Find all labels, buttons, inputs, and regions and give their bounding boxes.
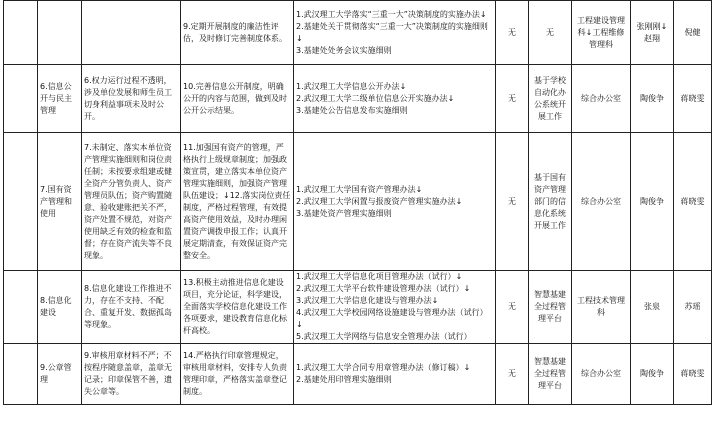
responsible-person-cell: 蒋晓雯	[674, 65, 712, 133]
column-5-cell: 无	[496, 271, 529, 344]
table-body	[4, 1, 712, 405]
information-system-cell: 无	[529, 1, 572, 65]
risk-point-cell: 8.信息化建设工作推进不力，存在不支持、不配合、重复开发、数据孤岛等现象。	[82, 271, 181, 344]
table-row	[4, 65, 712, 133]
regulation-item: 3.基建处处务会议实施细则	[296, 45, 392, 55]
regulation-item: 2.武汉理工大学闲置与报废资产管理实施办法↓	[296, 196, 463, 206]
risk-point-cell: 6.权力运行过程不透明，涉及单位发展和师生员工切身利益事项未及时公开。	[82, 65, 181, 133]
control-measure-cell: 13.积极主动推进信息化建设项目，充分论证，科学建设，全面落实学校信息化建设工作各项要求，建设教育信息化标杆高校。	[181, 271, 294, 344]
regulation-item: 1.武汉理工大学信息公开办法↓	[296, 81, 407, 91]
table-row	[4, 1, 712, 65]
blank-cell	[4, 65, 38, 133]
column-5-cell: 无	[496, 65, 529, 133]
risk-area-cell: 6.信息公开与民主管理	[38, 65, 82, 133]
regulations-cell	[294, 344, 496, 405]
responsible-person-cell: 蒋晓雯	[674, 133, 712, 271]
regulation-item: 1.武汉理工大学国有资产管理办法↓	[296, 184, 423, 194]
responsible-person-cell: 苏瑶	[674, 271, 712, 344]
information-system-cell: 智慧基建全过程管理平台	[529, 344, 572, 405]
regulation-item: 5.武汉理工大学网络与信息安全管理办法（试行）	[296, 332, 472, 341]
regulation-item: 2.武汉理工大学平台软件建设管理办法（试行）↓	[296, 284, 471, 293]
regulations-cell	[294, 1, 496, 65]
table-row	[4, 344, 712, 405]
column-5-cell: 无	[496, 1, 529, 65]
leader-cell: 陶俊争	[631, 344, 674, 405]
leader-cell: 张泉	[631, 271, 674, 344]
blank-cell	[4, 344, 38, 405]
regulation-item: 2.基建处关于贯彻落实“三重一大”决策制度的实施细则↓	[296, 21, 488, 43]
information-system-cell: 基于国有资产管理部门的信息化系统开展工作	[529, 133, 572, 271]
responsible-department-cell: 综合办公室	[572, 65, 631, 133]
column-5-cell: 无	[496, 344, 529, 405]
regulation-item: 3.基建处公告信息发布实施细则	[296, 105, 408, 115]
regulation-item: 1.武汉理工大学合同专用章管理办法（修订稿）↓	[296, 363, 471, 372]
regulation-item: 3.基建处资产管理实施细则	[296, 208, 392, 218]
column-5-cell: 无	[496, 133, 529, 271]
regulation-item: 2.武汉理工大学二级单位信息公开实施办法↓	[296, 93, 455, 103]
regulations-cell	[294, 271, 496, 344]
control-measure-cell: 9.定期开展制度的廉洁性评估，及时修订完善制度体系。	[181, 1, 294, 65]
responsible-department-cell: 工程建设管理科↓工程维修管理科	[572, 1, 631, 65]
risk-area-cell: 8.信息化建设	[38, 271, 82, 344]
control-measure-cell: 10.完善信息公开制度，明确公开的内容与范围，做到及时公开公示结果。	[181, 65, 294, 133]
table-row	[4, 271, 712, 344]
risk-point-cell: 7.未制定、落实本单位资产管理实施细则和岗位责任制；未按要求组建或健全资产分管负责人、资产管理员队伍；资产购置随意、验收建账把关不严，资产处置不规范，对资产使用缺乏有效的检查和监督；存在资产流失等不良现象。	[82, 133, 181, 271]
regulation-item: 2.基建处用印管理实施细则	[296, 375, 392, 384]
risk-area-cell	[38, 1, 82, 65]
responsible-department-cell: 综合办公室	[572, 133, 631, 271]
risk-control-table	[3, 0, 712, 405]
regulation-item: 3.武汉理工大学信息化建设与管理办法↓	[296, 296, 439, 305]
control-measure-cell: 14.严格执行印章管理规定，审核用章材料，安排专人负责管理印章，严格落实盖章登记制度。	[181, 344, 294, 405]
table-row	[4, 133, 712, 271]
leader-cell: 陶俊争	[631, 65, 674, 133]
regulation-item: 1.武汉理工大学落实“三重一大”决策制度的实施办法↓	[296, 9, 487, 19]
regulations-cell	[294, 65, 496, 133]
blank-cell	[4, 271, 38, 344]
blank-cell	[4, 133, 38, 271]
control-measure-cell: 11.加强国有资产的管理，严格执行上级规章制度；加强政策宣贯，建立落实本单位资产管理实施细则，加强资产管理队伍建设；↓12.落实岗位责任制度，严格过程管理，有效提高资产使用效益，及时办理闲置资产调拨申报工作；认真开展定期清查，有效保证资产完整安全。	[181, 133, 294, 271]
regulations-cell	[294, 133, 496, 271]
responsible-department-cell: 综合办公室	[572, 344, 631, 405]
risk-area-cell: 7.国有资产管理和使用	[38, 133, 82, 271]
blank-cell	[4, 1, 38, 65]
information-system-cell: 基于学校自动化办公系统开展工作	[529, 65, 572, 133]
responsible-person-cell: 蒋晓雯	[674, 344, 712, 405]
leader-cell: 张刚刚↓赵翔	[631, 1, 674, 65]
information-system-cell: 智慧基建全过程管理平台	[529, 271, 572, 344]
responsible-person-cell: 倪健	[674, 1, 712, 65]
regulation-item: 4.武汉理工大学校园网络设施建设与管理办法（试行）↓	[296, 308, 488, 329]
leader-cell: 陶俊争	[631, 133, 674, 271]
responsible-department-cell: 工程技术管理科	[572, 271, 631, 344]
regulation-item: 1.武汉理工大学信息化项目管理办法（试行）↓	[296, 272, 463, 281]
risk-point-cell	[82, 1, 181, 65]
risk-point-cell: 9.审核用章材料不严；不按程序随意盖章，盖章无记录；印章保管不善，遗失公章等。	[82, 344, 181, 405]
risk-area-cell: 9.公章管理	[38, 344, 82, 405]
